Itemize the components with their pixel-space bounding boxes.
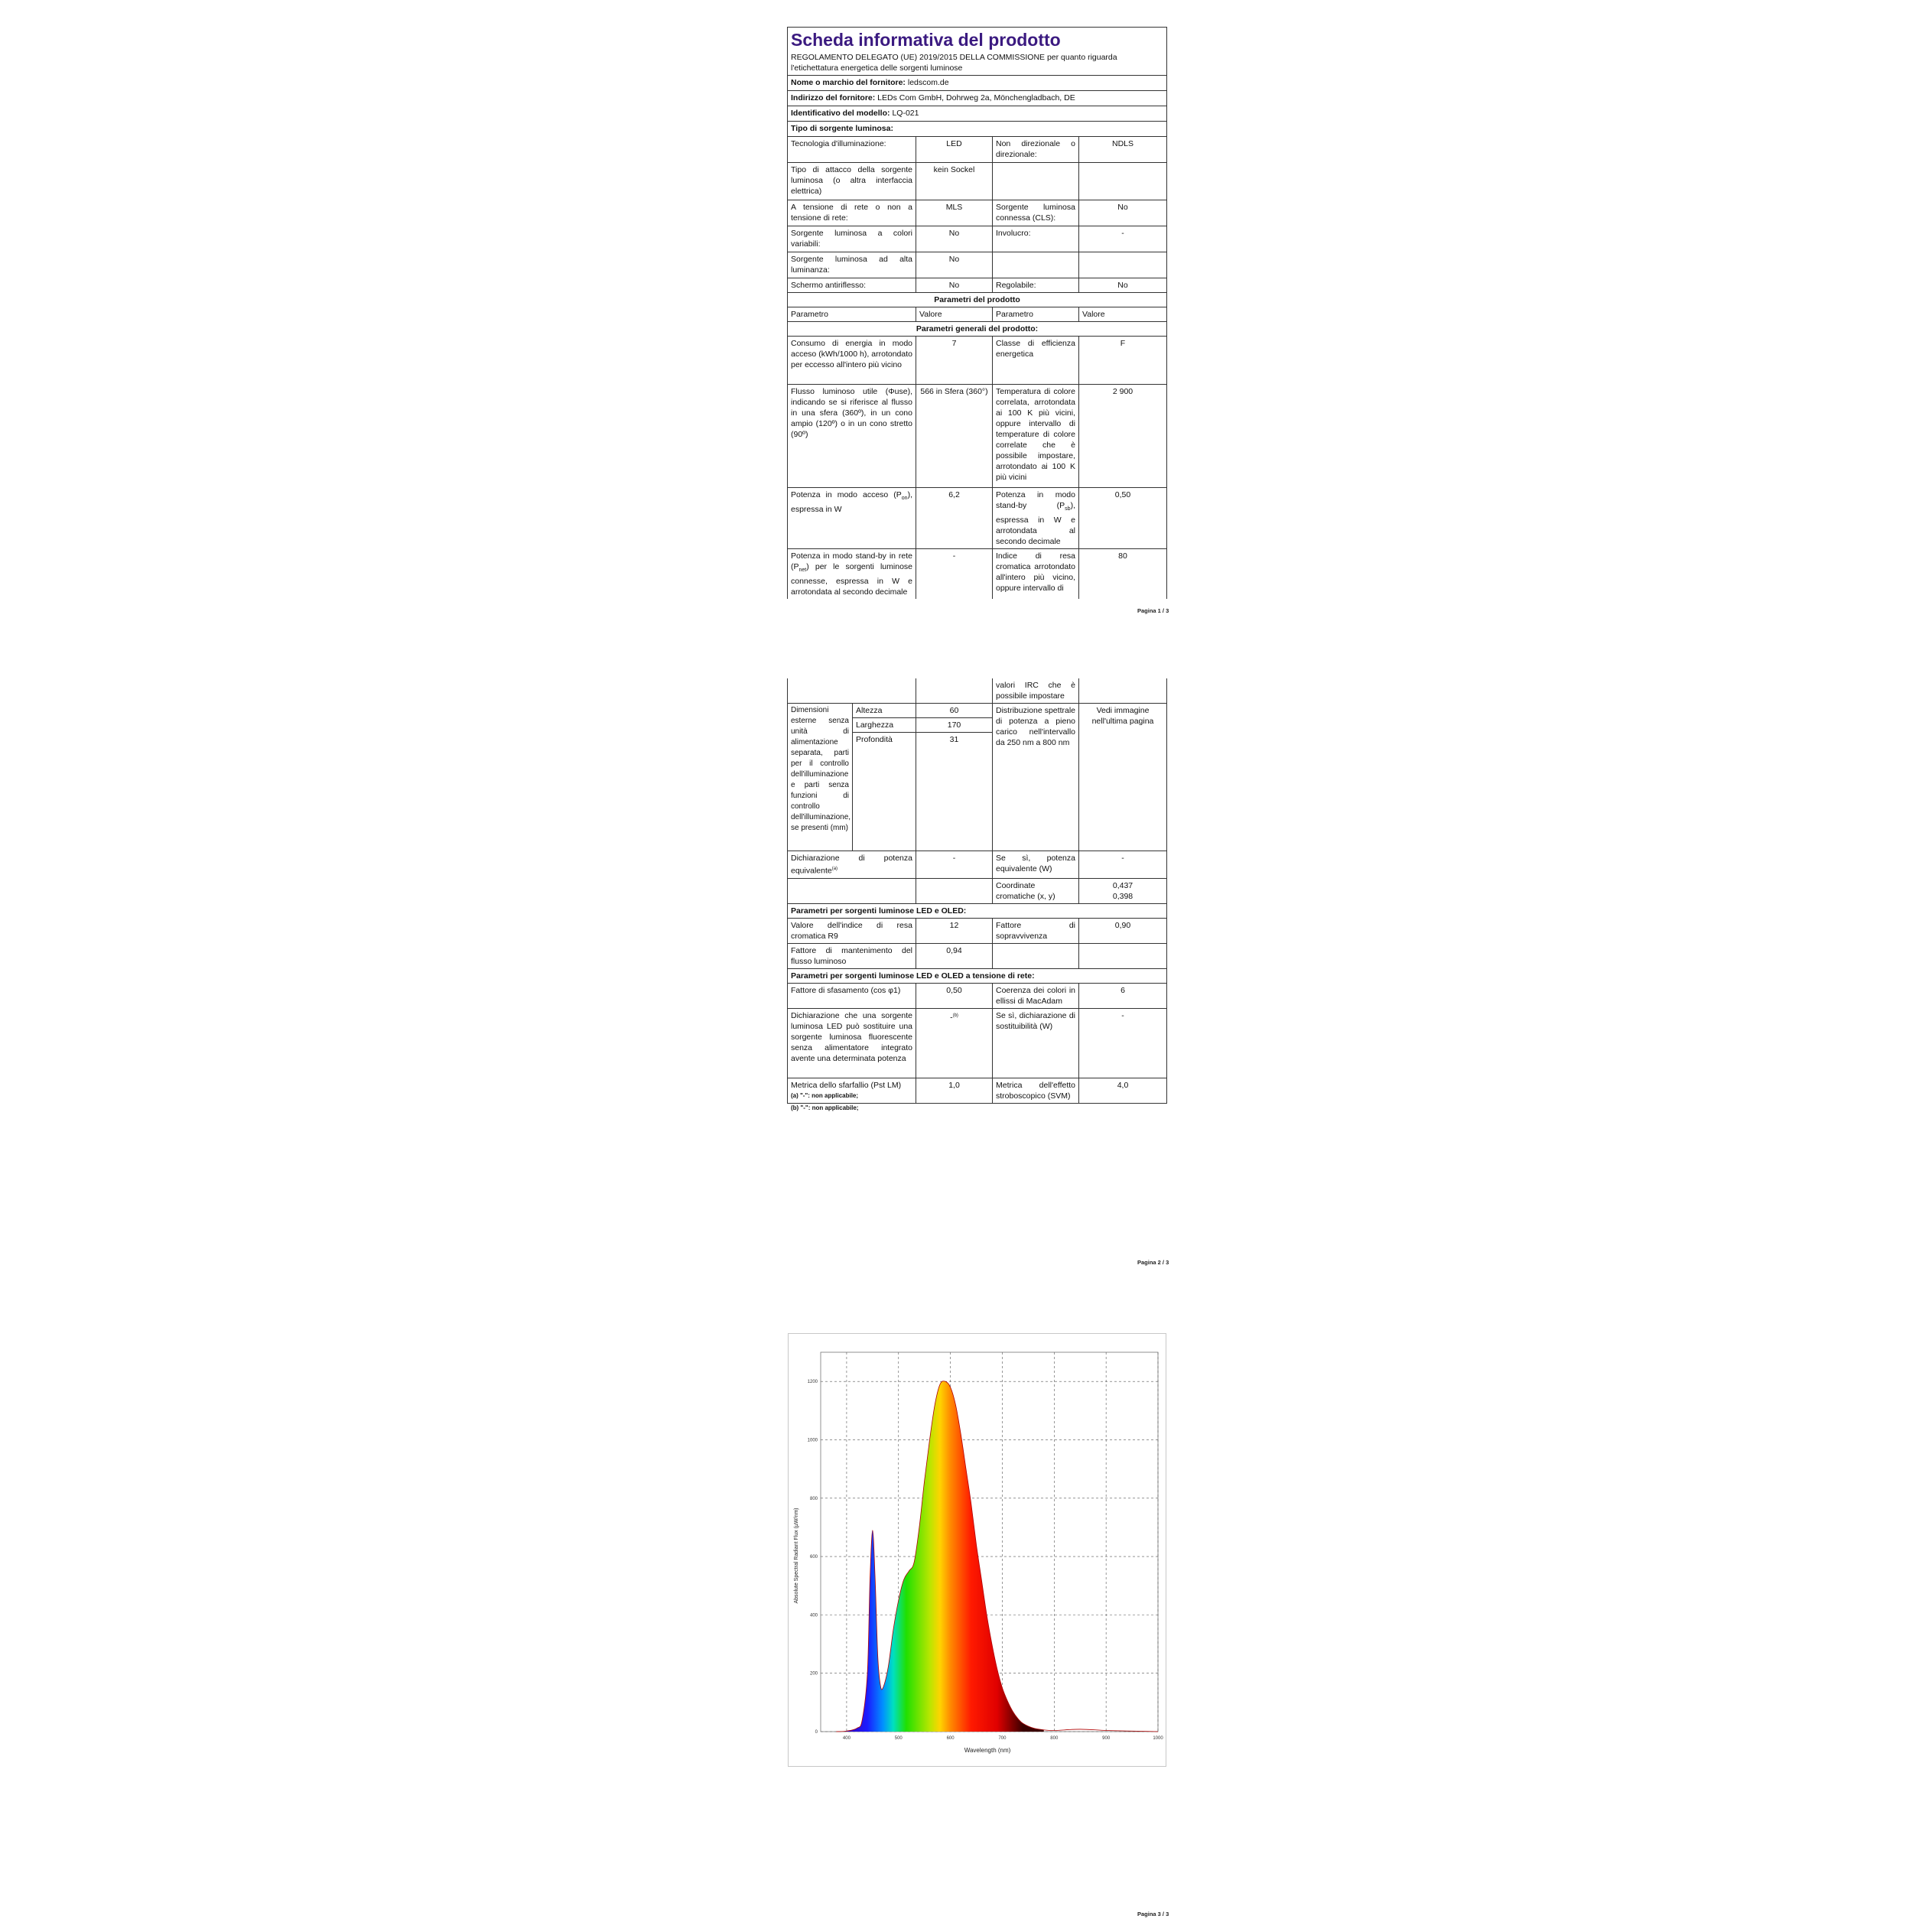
flicker-value: 1,0	[916, 1078, 993, 1103]
lumen-maintenance-value: 0,94	[916, 943, 993, 968]
luminous-flux-label: Flusso luminoso utile (Φuse), indicando se si riferisce al flusso in una sfera (360º), in un cono ampio (120º) o in un cono stretto (90º)	[788, 385, 916, 488]
dimmable-value: No	[1079, 278, 1167, 293]
cri-label-continued: valori IRC che è possibile impostare	[993, 678, 1079, 704]
footnote-mark-b: (b)	[952, 1013, 958, 1018]
page-number-2: Pagina 2 / 3	[1137, 1259, 1169, 1266]
model-label: Identificativo del modello:	[791, 109, 890, 118]
general-params-header: Parametri generali del prodotto:	[788, 322, 1167, 337]
width-label: Larghezza	[853, 718, 916, 733]
technology-label: Tecnologia d'illuminazione:	[788, 137, 916, 163]
spectrum-chart	[788, 1333, 1166, 1767]
col-header-value: Valore	[916, 307, 993, 322]
standby-power-label	[993, 488, 1079, 549]
cap-type-label: Tipo di attacco della sorgente luminosa (o altra interfaccia elettrica)	[788, 163, 916, 200]
macadam-label: Coerenza dei colori in ellissi di MacAdam	[993, 983, 1079, 1008]
svm-label: Metrica dell'effetto stroboscopico (SVM)	[993, 1078, 1079, 1103]
standby-power-label-b: ), espressa in W e arrotondata al secondo decimale	[996, 501, 1075, 547]
col-header-param-2: Parametro	[993, 307, 1079, 322]
replacement-watts-value: -	[1079, 1008, 1167, 1078]
replacement-claim-value	[916, 1008, 993, 1078]
empty-cell	[1079, 252, 1167, 278]
page-number-3: Pagina 3 / 3	[1137, 1911, 1169, 1917]
height-value: 60	[916, 704, 993, 718]
displacement-factor-value: 0,50	[916, 983, 993, 1008]
r9-label: Valore dell'indice di resa cromatica R9	[788, 918, 916, 943]
x-axis-label: Wavelength (nm)	[964, 1747, 1011, 1754]
empty-cell	[993, 163, 1079, 200]
high-luminance-label: Sorgente luminosa ad alta luminanza:	[788, 252, 916, 278]
product-info-table-page-1	[787, 27, 1167, 599]
page-number-1: Pagina 1 / 3	[1137, 607, 1169, 614]
page-1	[787, 27, 1166, 599]
footnote-mark-a: (a)	[831, 867, 838, 871]
empty-cell	[788, 878, 916, 903]
y-tick-label: 1000	[807, 1438, 818, 1443]
replacement-claim-label: Dichiarazione che una sorgente luminosa LED può sostituire una sorgente luminosa fluorescente senza alimentatore integrato avente una determinata potenza	[788, 1008, 916, 1078]
empty-cell	[1079, 943, 1167, 968]
envelope-label: Involucro:	[993, 226, 1079, 252]
svm-value: 4,0	[1079, 1078, 1167, 1103]
x-tick-label: 600	[946, 1736, 955, 1741]
equivalent-power-text: Dichiarazione di potenza equivalente	[791, 854, 912, 876]
x-tick-label: 1000	[1153, 1736, 1163, 1741]
flicker-label: Metrica dello sfarfallio (Pst LM)	[788, 1078, 916, 1103]
x-tick-label: 700	[998, 1736, 1007, 1741]
supplier-address-value: LEDs Com GmbH, Dohrweg 2a, Mönchengladbach, DE	[877, 93, 1075, 102]
supplier-name-label: Nome o marchio del fornitore:	[791, 78, 906, 87]
footnote-b: (b) "-": non applicabile;	[791, 1104, 859, 1111]
net-standby-power-label	[788, 549, 916, 600]
spectrum-svg	[789, 1334, 1166, 1766]
y-tick-label: 1200	[807, 1380, 818, 1385]
col-header-value-2: Valore	[1079, 307, 1167, 322]
model-value: LQ-021	[892, 109, 919, 118]
empty-cell	[993, 252, 1079, 278]
chromaticity-x: 0,437	[1112, 880, 1134, 890]
x-tick-label: 400	[842, 1736, 851, 1741]
efficiency-class-value: F	[1079, 337, 1167, 385]
equivalent-power-watts-value: -	[1079, 851, 1167, 879]
on-mode-power-label	[788, 488, 916, 549]
on-mode-power-label-b: ), espressa in W	[791, 490, 912, 515]
x-tick-label: 900	[1102, 1736, 1111, 1741]
equivalent-power-label	[788, 851, 916, 879]
net-standby-sub: net	[798, 568, 807, 574]
spd-label: Distribuzione spettrale di potenza a pieno carico nell'intervallo da 250 nm a 800 nm	[993, 704, 1079, 851]
empty-cell	[1079, 163, 1167, 200]
footnote-a: (a) "-": non applicabile;	[791, 1092, 859, 1099]
energy-consumption-value: 7	[916, 337, 993, 385]
dimensions-label: Dimensioni esterne senza unità di alimentazione separata, parti per il controllo dell'illuminazione e parti senza funzioni di controllo dell'illuminazione, se presenti (mm)	[788, 704, 853, 851]
on-mode-power-label-a: Potenza in modo acceso (P	[791, 490, 902, 499]
cap-type-value: kein Sockel	[916, 163, 993, 200]
directional-label: Non direzionale o direzionale:	[993, 137, 1079, 163]
col-header-param: Parametro	[788, 307, 916, 322]
cct-value: 2 900	[1079, 385, 1167, 488]
standby-power-value: 0,50	[1079, 488, 1167, 549]
supplier-address-label: Indirizzo del fornitore:	[791, 93, 876, 102]
x-tick-label: 800	[1050, 1736, 1059, 1741]
net-standby-power-value: -	[916, 549, 993, 600]
y-axis-label: Absolute Spectral Radiant Flux (µW/nm)	[794, 1508, 799, 1604]
energy-consumption-label: Consumo di energia in modo acceso (kWh/1000 h), arrotondato per eccesso all'intero più vicino	[788, 337, 916, 385]
empty-cell	[1079, 678, 1167, 704]
standby-power-label-a: Potenza in modo stand-by (P	[996, 490, 1075, 510]
y-tick-label: 600	[809, 1555, 818, 1560]
standby-power-sub: sb	[1065, 506, 1071, 512]
empty-cell	[916, 678, 993, 704]
net-standby-label-a: Potenza in modo stand-by in rete (P	[791, 551, 912, 572]
chromaticity-y: 0,398	[1112, 891, 1134, 901]
r9-value: 12	[916, 918, 993, 943]
replacement-watts-label: Se sì, dichiarazione di sostituibilità (W)	[993, 1008, 1079, 1078]
empty-cell	[788, 678, 916, 704]
depth-label: Profondità	[853, 733, 916, 851]
mains-led-params-header: Parametri per sorgenti luminose LED e OLED a tensione di rete:	[788, 968, 1167, 983]
product-info-table-page-2	[787, 678, 1167, 1104]
colour-tuneable-label: Sorgente luminosa a colori variabili:	[788, 226, 916, 252]
net-standby-label-b: ) per le sorgenti luminose connesse, espressa in W e arrotondata al secondo decimale	[791, 562, 912, 597]
depth-value: 31	[916, 733, 993, 851]
y-tick-label: 400	[809, 1613, 818, 1618]
supplier-name-value: ledscom.de	[907, 78, 949, 87]
spd-value: Vedi immagine nell'ultima pagina	[1079, 704, 1167, 851]
technology-value: LED	[916, 137, 993, 163]
y-tick-label: 0	[815, 1730, 818, 1735]
cri-value: 80	[1079, 549, 1167, 600]
cri-label: Indice di resa cromatica arrotondato all'intero più vicino, oppure intervallo di	[993, 549, 1079, 600]
led-params-header: Parametri per sorgenti luminose LED e OLED:	[788, 903, 1167, 918]
equivalent-power-value: -	[916, 851, 993, 879]
width-value: 170	[916, 718, 993, 733]
equivalent-power-watts-label: Se sì, potenza equivalente (W)	[993, 851, 1079, 879]
light-source-type-header: Tipo di sorgente luminosa:	[788, 122, 1167, 137]
macadam-value: 6	[1079, 983, 1167, 1008]
lumen-maintenance-label: Fattore di mantenimento del flusso luminoso	[788, 943, 916, 968]
y-tick-label: 200	[809, 1671, 818, 1677]
luminous-flux-value: 566 in Sfera (360°)	[916, 385, 993, 488]
chromaticity-label: Coordinate cromatiche (x, y)	[993, 878, 1079, 903]
efficiency-class-label: Classe di efficienza energetica	[993, 337, 1079, 385]
cct-label: Temperatura di colore correlata, arrotondata ai 100 K più vicini, oppure intervallo di temperature di colore correlate che è possibile impostare, arrotondato ai 100 K più vicini	[993, 385, 1079, 488]
anti-glare-value: No	[916, 278, 993, 293]
page-2	[787, 678, 1166, 1104]
replacement-claim-text: -	[950, 1013, 953, 1022]
y-tick-label: 800	[809, 1496, 818, 1501]
empty-cell	[916, 878, 993, 903]
height-label: Altezza	[853, 704, 916, 718]
dimmable-label: Regolabile:	[993, 278, 1079, 293]
mains-value: MLS	[916, 200, 993, 226]
high-luminance-value: No	[916, 252, 993, 278]
chromaticity-value	[1079, 878, 1167, 903]
envelope-value: -	[1079, 226, 1167, 252]
cls-value: No	[1079, 200, 1167, 226]
survival-factor-label: Fattore di sopravvivenza	[993, 918, 1079, 943]
mains-label: A tensione di rete o non a tensione di rete:	[788, 200, 916, 226]
x-tick-label: 500	[894, 1736, 903, 1741]
directional-value: NDLS	[1079, 137, 1167, 163]
on-mode-power-sub: on	[901, 496, 908, 502]
anti-glare-label: Schermo antiriflesso:	[788, 278, 916, 293]
survival-factor-value: 0,90	[1079, 918, 1167, 943]
empty-cell	[993, 943, 1079, 968]
on-mode-power-value: 6,2	[916, 488, 993, 549]
sheet-title: Scheda informativa del prodotto	[788, 28, 1167, 51]
product-params-header: Parametri del prodotto	[788, 293, 1167, 307]
cls-label: Sorgente luminosa connessa (CLS):	[993, 200, 1079, 226]
colour-tuneable-value: No	[916, 226, 993, 252]
regulation-text: REGOLAMENTO DELEGATO (UE) 2019/2015 DELLA COMMISSIONE per quanto riguarda l'etichettatura energetica delle sorgenti luminose	[788, 50, 1167, 76]
displacement-factor-label: Fattore di sfasamento (cos φ1)	[788, 983, 916, 1008]
